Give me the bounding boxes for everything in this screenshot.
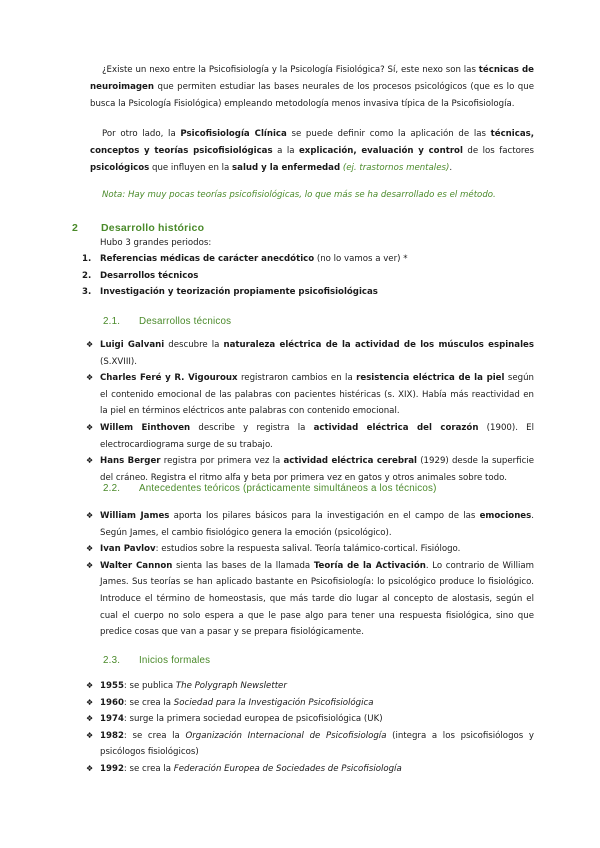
formal-beginnings-list <box>86 678 534 778</box>
diamond-bullet-icon: ❖ <box>86 456 94 466</box>
diamond-bullet-icon: ❖ <box>86 544 94 554</box>
diamond-bullet-icon: ❖ <box>86 373 94 383</box>
method-note: Nota: Hay muy pocas teorías psicofisiológicas, lo que más se ha desarrollado es el método. <box>102 190 496 200</box>
list-item: ❖ Charles Feré y R. Vigouroux registraron cambios en la resistencia eléctrica de la piel según el contenido emocional de las palabras con pacientes histéricas (s. XIX). Había más reactividad en la piel en términos eléctricos ante palabras con contenido emocional. <box>86 370 534 420</box>
theoretical-antecedents-list <box>86 508 534 641</box>
diamond-bullet-icon: ❖ <box>86 681 94 690</box>
periods-list <box>82 251 534 301</box>
list-item: ❖ Walter Cannon sienta las bases de la llamada Teoría de la Activación. Lo contrario de William James. Sus teorías se han aplicado bastante en Psicofisiología: lo psicológico produce lo fisiológico. Introduce el término de homeostasis, que más tarde dio lugar al concepto de alostasis, según el cual el cuerpo no solo espera a que le pase algo para tener una respuesta fisiológica, sino que predice cosas que van a pasar y se prepara fisiológicamente. <box>86 558 534 641</box>
list-item: ❖ William James aporta los pilares básicos para la investigación en el campo de las emociones. Según James, el cambio fisiológico genera la emoción (psicológico). <box>86 508 534 541</box>
subsection-heading-2-2: 2.2. Antecedentes teóricos (prácticamente simultáneos a los técnicos) <box>103 483 437 494</box>
section-heading-2: 2 Desarrollo histórico <box>72 222 205 234</box>
diamond-bullet-icon: ❖ <box>86 560 94 570</box>
list-item: ❖ Willem Einthoven describe y registra la actividad eléctrica del corazón (1900). El electrocardiograma surge de su trabajo. <box>86 420 534 453</box>
list-item: ❖ 1974: surge la primera sociedad europea de psicofisiológica (UK) <box>86 711 534 728</box>
diamond-bullet-icon: ❖ <box>86 422 94 432</box>
list-item: ❖ Hans Berger registra por primera vez la actividad eléctrica cerebral (1929) desde la superficie del cráneo. Registra el ritmo alfa y beta por primera vez en gatos y otros animales sobre todo. <box>86 453 534 486</box>
list-item: 2. Desarrollos técnicos <box>82 270 199 281</box>
subsection-heading-2-1: 2.1. Desarrollos técnicos <box>103 316 232 327</box>
diamond-bullet-icon: ❖ <box>86 511 94 520</box>
intro-paragraph-2: Por otro lado, la Psicofisiología Clínica se puede definir como la aplicación de las técnicas, conceptos y teorías psicofisiológicas a la explicación, evaluación y control de los factores psicológicos que influyen en la salud y la enfermedad (ej. trastornos mentales). <box>90 129 535 173</box>
technical-developments-list <box>86 337 534 486</box>
list-item: ❖ 1960: se crea la Sociedad para la Investigación Psicofisiológica <box>86 695 534 712</box>
intro-paragraph-1: ¿Existe un nexo entre la Psicofisiología y la Psicología Fisiológica? Sí, este nexo son las técnicas de neuroimagen que permiten estudiar las bases neurales de los procesos psicológicos (que es lo que busca la Psicología Fisiológica) empleando metodología menos invasiva típica de la Psicofisiología. <box>90 65 534 109</box>
diamond-bullet-icon: ❖ <box>86 730 94 740</box>
list-item: ❖ 1982: se crea la Organización Internacional de Psicofisiología (integra a los psicofisiólogos y psicólogos fisiológicos) <box>86 728 534 761</box>
subsection-heading-2-3: 2.3. Inicios formales <box>103 655 211 666</box>
diamond-bullet-icon: ❖ <box>86 697 94 707</box>
list-item: 3. Investigación y teorización propiamente psicofisiológicas <box>82 287 378 297</box>
list-item: 1. Referencias médicas de carácter anecdótico (no lo vamos a ver) * <box>82 254 408 264</box>
diamond-bullet-icon: ❖ <box>86 763 94 773</box>
list-item: ❖ 1992: se crea la Federación Europea de Sociedades de Psicofisiología <box>86 761 534 778</box>
diamond-bullet-icon: ❖ <box>86 714 94 724</box>
list-item: ❖ Luigi Galvani descubre la naturaleza eléctrica de la actividad de los músculos espinales (S.XVIII). <box>86 337 534 370</box>
section-2-lead: Hubo 3 grandes periodos: <box>100 238 212 248</box>
list-item: ❖ Ivan Pavlov: estudios sobre la respuesta salival. Teoría talámico-cortical. Fisiólogo. <box>86 541 534 558</box>
list-item: ❖ 1955: se publica The Polygraph Newsletter <box>86 678 534 695</box>
diamond-bullet-icon: ❖ <box>86 340 94 349</box>
